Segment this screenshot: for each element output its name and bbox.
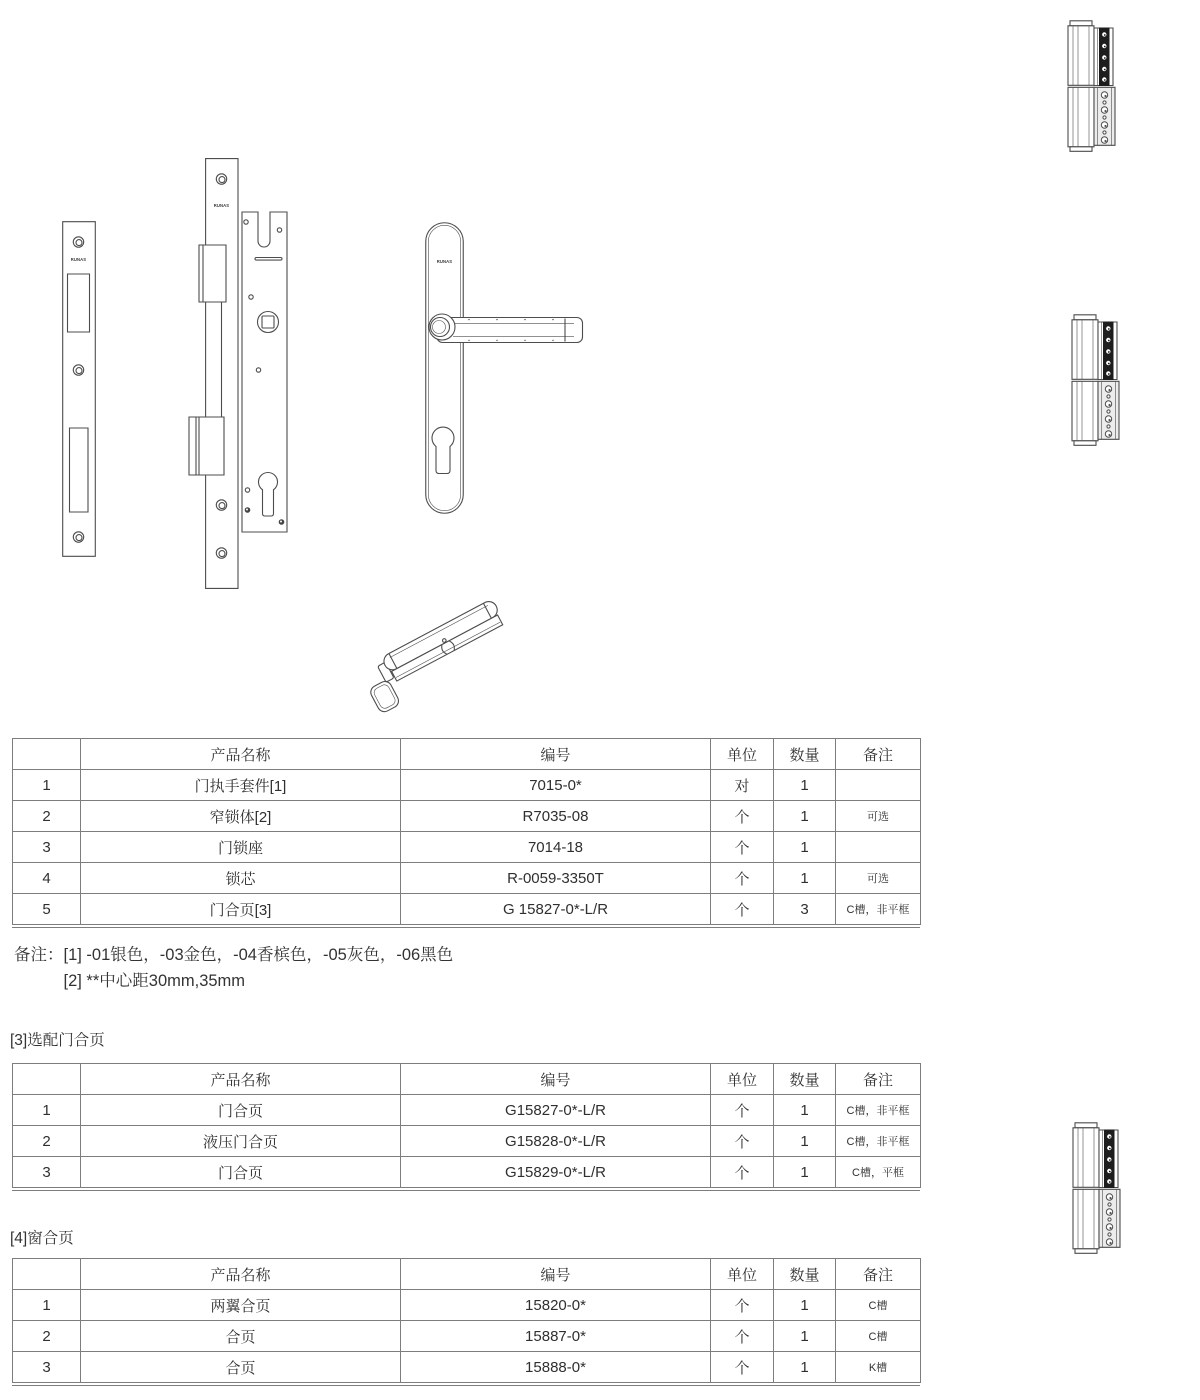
handle-set-drawing <box>425 222 585 514</box>
header-row <box>13 739 921 770</box>
deadbolt <box>189 417 224 475</box>
table-row <box>13 863 921 894</box>
column-header: 数量 <box>774 739 836 770</box>
column-header <box>13 739 81 770</box>
fixing-screw <box>279 519 285 525</box>
product-code-cell: G15829-0*-L/R <box>401 1157 711 1188</box>
column-header: 备注 <box>836 739 921 770</box>
row-index-cell: 1 <box>13 1290 81 1321</box>
column-header: 产品名称 <box>81 739 401 770</box>
note-line-1: [1] -01银色，-03金色，-04香槟色，-05灰色，-06黑色 <box>63 946 454 964</box>
door-hinge-table-wrapper <box>12 1063 920 1191</box>
column-header: 产品名称 <box>81 1259 401 1290</box>
product-name-cell: 合页 <box>81 1321 401 1352</box>
product-code-cell: 15820-0* <box>401 1290 711 1321</box>
section-title-window-hinges: [4]窗合页 <box>10 1230 74 1247</box>
row-index-cell: 4 <box>13 863 81 894</box>
header-row <box>13 1064 921 1095</box>
table-row <box>13 1352 921 1383</box>
quantity-cell: 1 <box>774 1126 836 1157</box>
quantity-cell: 1 <box>774 1321 836 1352</box>
door-hinge-table <box>12 1063 921 1188</box>
product-code-cell: R-0059-3350T <box>401 863 711 894</box>
handle-rose <box>429 314 455 340</box>
remark-cell: C槽 <box>836 1321 921 1352</box>
parts-table-wrapper <box>12 738 920 928</box>
column-header: 备注 <box>836 1064 921 1095</box>
column-header: 单位 <box>711 739 774 770</box>
quantity-cell: 3 <box>774 894 836 925</box>
product-name-cell: 窄锁体[2] <box>81 801 401 832</box>
column-header: 数量 <box>774 1064 836 1095</box>
row-index-cell: 5 <box>13 894 81 925</box>
unit-cell: 个 <box>711 863 774 894</box>
unit-cell: 个 <box>711 1157 774 1188</box>
quantity-cell: 1 <box>774 1157 836 1188</box>
remark-cell: C槽，非平框 <box>836 1126 921 1157</box>
row-index-cell: 2 <box>13 801 81 832</box>
quantity-cell: 1 <box>774 832 836 863</box>
table-row <box>13 832 921 863</box>
product-name-cell: 门合页 <box>81 1157 401 1188</box>
unit-cell: 个 <box>711 1352 774 1383</box>
column-header: 单位 <box>711 1064 774 1095</box>
product-name-cell: 门合页 <box>81 1095 401 1126</box>
quantity-cell: 1 <box>774 770 836 801</box>
fixing-screw <box>245 507 251 513</box>
table-row <box>13 1126 921 1157</box>
table-row <box>13 1290 921 1321</box>
unit-cell: 个 <box>711 1095 774 1126</box>
unit-cell: 个 <box>711 832 774 863</box>
parts-table <box>12 738 921 925</box>
table-row <box>13 801 921 832</box>
product-name-cell: 合页 <box>81 1352 401 1383</box>
remark-cell: C槽，平框 <box>836 1157 921 1188</box>
unit-cell: 个 <box>711 894 774 925</box>
row-index-cell: 2 <box>13 1126 81 1157</box>
remark-cell: C槽，非平框 <box>836 1095 921 1126</box>
thumbturn-knob <box>368 679 401 714</box>
product-name-cell: 液压门合页 <box>81 1126 401 1157</box>
section-title-door-hinges: [3]选配门合页 <box>10 1032 105 1049</box>
strike-plate-drawing <box>62 221 96 557</box>
product-code-cell: G 15827-0*-L/R <box>401 894 711 925</box>
product-code-cell: 15888-0* <box>401 1352 711 1383</box>
table-row <box>13 894 921 925</box>
window-hinge-table-wrapper <box>12 1258 920 1386</box>
column-header: 单位 <box>711 1259 774 1290</box>
column-header <box>13 1259 81 1290</box>
row-index-cell: 3 <box>13 1352 81 1383</box>
quantity-cell: 1 <box>774 863 836 894</box>
door-hinge-drawing-3 <box>1072 1122 1122 1254</box>
row-index-cell: 3 <box>13 1157 81 1188</box>
quantity-cell: 1 <box>774 1290 836 1321</box>
notes-label: 备注： <box>14 946 64 964</box>
product-name-cell: 两翼合页 <box>81 1290 401 1321</box>
remark-cell: C槽，非平框 <box>836 894 921 925</box>
brand-logo-text: RUNAS <box>213 203 230 208</box>
unit-cell: 个 <box>711 1126 774 1157</box>
header-row <box>13 1259 921 1290</box>
brand-logo-text: RUNAS <box>436 259 453 264</box>
strike-plate-outline <box>63 222 96 557</box>
lock-cylinder-drawing <box>362 596 517 716</box>
product-code-cell: 7014-18 <box>401 832 711 863</box>
door-hinge-drawing-2 <box>1071 314 1121 446</box>
note-line-2: [2] **中心距30mm,35mm <box>63 972 246 990</box>
remark-cell: C槽 <box>836 1290 921 1321</box>
remark-cell: 可选 <box>836 863 921 894</box>
column-header: 数量 <box>774 1259 836 1290</box>
unit-cell: 个 <box>711 801 774 832</box>
quantity-cell: 1 <box>774 1352 836 1383</box>
column-header <box>13 1064 81 1095</box>
remark-cell: K槽 <box>836 1352 921 1383</box>
window-hinge-table <box>12 1258 921 1383</box>
table-row <box>13 770 921 801</box>
table-row <box>13 1321 921 1352</box>
unit-cell: 对 <box>711 770 774 801</box>
product-name-cell: 锁芯 <box>81 863 401 894</box>
column-header: 备注 <box>836 1259 921 1290</box>
product-code-cell: 7015-0* <box>401 770 711 801</box>
table-row <box>13 1157 921 1188</box>
remark-cell <box>836 770 921 801</box>
product-code-cell: R7035-08 <box>401 801 711 832</box>
product-code-cell: G15827-0*-L/R <box>401 1095 711 1126</box>
unit-cell: 个 <box>711 1290 774 1321</box>
lever-handle <box>437 318 583 343</box>
notes <box>14 942 453 994</box>
quantity-cell: 1 <box>774 801 836 832</box>
column-header: 编号 <box>401 1064 711 1095</box>
row-index-cell: 1 <box>13 1095 81 1126</box>
brand-logo-text: RUNAS <box>70 257 87 262</box>
cylinder-body <box>381 599 505 683</box>
column-header: 产品名称 <box>81 1064 401 1095</box>
table-row <box>13 1095 921 1126</box>
remark-cell: 可选 <box>836 801 921 832</box>
product-code-cell: G15828-0*-L/R <box>401 1126 711 1157</box>
remark-cell <box>836 832 921 863</box>
unit-cell: 个 <box>711 1321 774 1352</box>
door-hinge-drawing-1 <box>1067 20 1117 152</box>
product-name-cell: 门执手套件[1] <box>81 770 401 801</box>
row-index-cell: 1 <box>13 770 81 801</box>
product-name-cell: 门锁座 <box>81 832 401 863</box>
product-name-cell: 门合页[3] <box>81 894 401 925</box>
quantity-cell: 1 <box>774 1095 836 1126</box>
column-header: 编号 <box>401 1259 711 1290</box>
row-index-cell: 2 <box>13 1321 81 1352</box>
column-header: 编号 <box>401 739 711 770</box>
row-index-cell: 3 <box>13 832 81 863</box>
lock-body-drawing <box>189 158 290 590</box>
product-code-cell: 15887-0* <box>401 1321 711 1352</box>
